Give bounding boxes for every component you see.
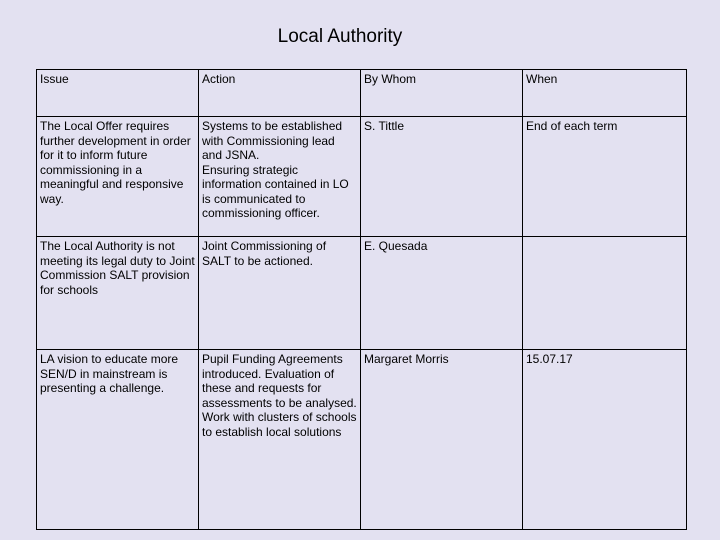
cell-action: Pupil Funding Agreements introduced. Evaluation of these and requests for assessments to be analysed. Work with clusters of schools to establish local solutions <box>199 350 361 530</box>
table-row <box>37 237 687 350</box>
table-header-row <box>37 70 687 117</box>
cell-by-whom: E. Quesada <box>361 237 523 350</box>
cell-by-whom: S. Tittle <box>361 117 523 237</box>
table-row <box>37 117 687 237</box>
cell-action: Joint Commissioning of SALT to be actioned. <box>199 237 361 350</box>
table-row <box>37 350 687 530</box>
cell-issue: LA vision to educate more SEN/D in mainstream is presenting a challenge. <box>37 350 199 530</box>
cell-issue: The Local Offer requires further development in order for it to inform future commissioning in a meaningful and responsive way. <box>37 117 199 237</box>
cell-by-whom: Margaret Morris <box>361 350 523 530</box>
header-by-whom: By Whom <box>361 70 523 117</box>
cell-when: End of each term <box>523 117 687 237</box>
cell-when: 15.07.17 <box>523 350 687 530</box>
header-when: When <box>523 70 687 117</box>
slide-title <box>0 26 680 48</box>
cell-issue: The Local Authority is not meeting its legal duty to Joint Commission SALT provision for schools <box>37 237 199 350</box>
header-action: Action <box>199 70 361 117</box>
cell-when <box>523 237 687 350</box>
header-issue: Issue <box>37 70 199 117</box>
action-plan-table <box>36 69 687 530</box>
page-title: Local Authority <box>277 26 403 47</box>
cell-action: Systems to be established with Commissioning lead and JSNA. Ensuring strategic information contained in LO is communicated to commissioning officer. <box>199 117 361 237</box>
